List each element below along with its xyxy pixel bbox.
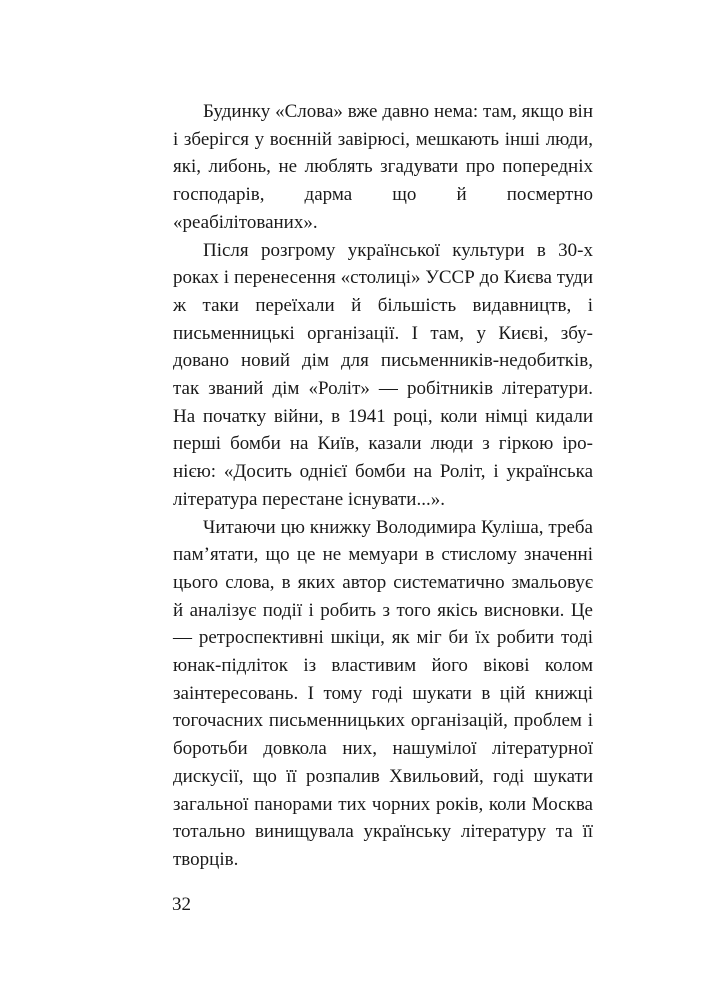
page-number: 32 — [172, 894, 191, 915]
paragraph-2: Після розгрому української культури в 30-х роках і перенесення «столиці» УССР до Києва туди ж таки переїхали й більшість видавництв, і письменницькі організації. І там, у Києві, збудовано новий дім для письменників-недобитків, так званий дім «Роліт» — робітників літератури. На початку війни, в 1941 році, коли німці кидали перші бомби на Київ, казали люди з гіркою іронією: «Досить однієї бомби на Роліт, і українська література перестане існувати...». — [173, 239, 593, 510]
paragraph-1: Будинку «Слова» вже давно нема: там, якщо він і зберігся у воєнній завірюсі, мешкають інші люди, які, либонь, не люблять згадувати про попередніх господарів, дарма що й посмертно «реабілітованих». — [173, 101, 593, 233]
body-text — [173, 98, 593, 874]
paragraph-3: Читаючи цю книжку Володимира Куліша, треба пам’ятати, що це не мемуари в стислому значенні цього слова, в яких автор систематично змальовує й аналізує події і робить з того якісь висновки. Це — ретроспективні шкіци, як міг би їх робити тоді юнак-підліток із властивим його вікові колом заінтересовань. І тому годі шукати в цій книжці тогочасних письменницьких організацій, проблем і боротьби довкола них, нашумілої літературної дискусії, що її розпалив Хвильовий, годі шукати загальної панорами тих чорних років, коли Москва тотально винищувала українську літературу та її творців. — [173, 516, 593, 870]
